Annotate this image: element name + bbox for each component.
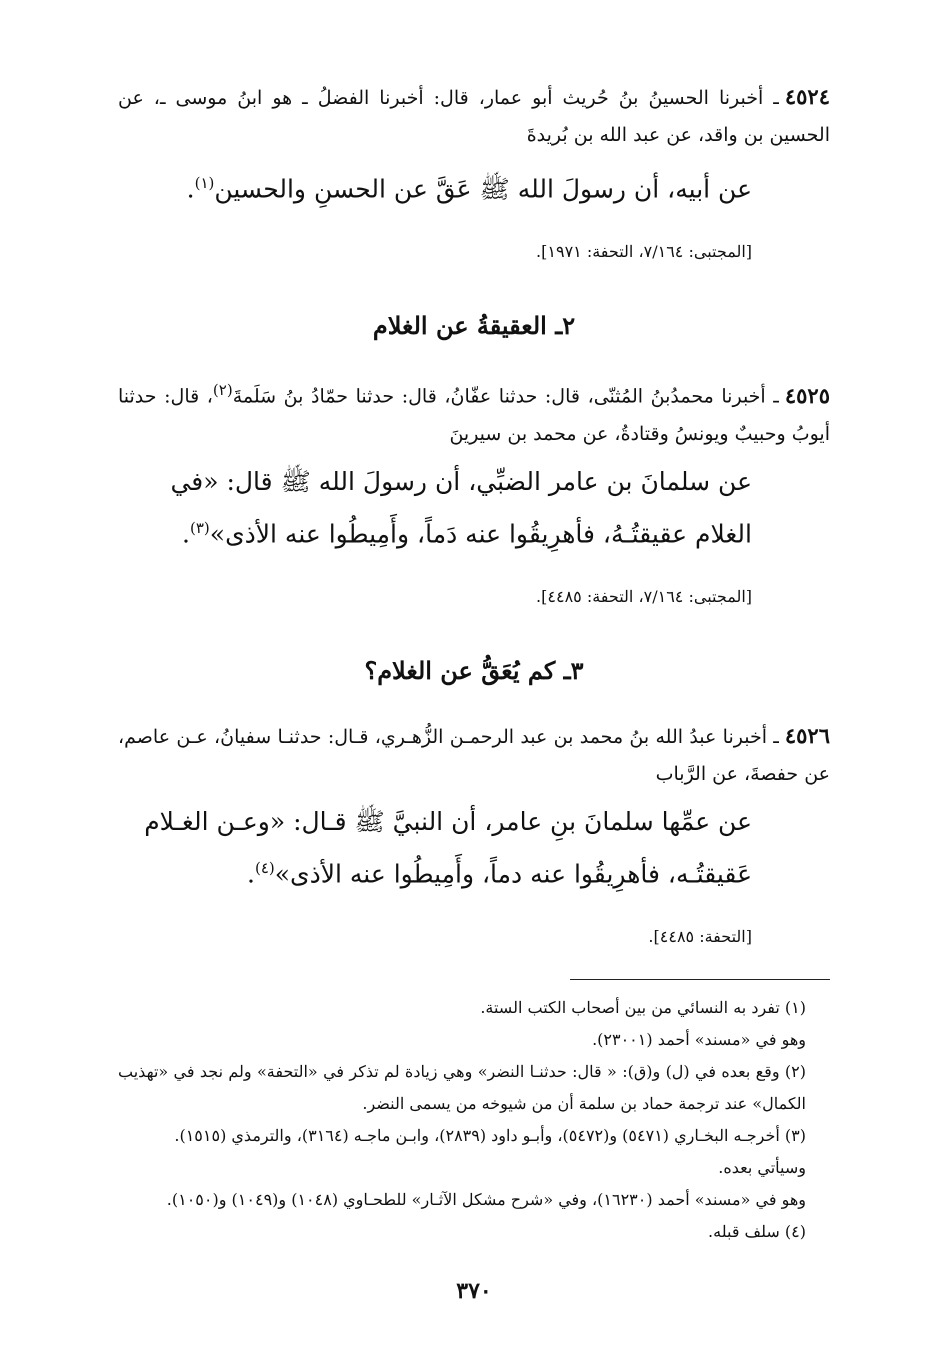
footnote-4: (٤) سلف قبله. <box>708 1222 806 1242</box>
footnote-marker[interactable]: (٣) <box>190 518 210 537</box>
footnote-3-continued: وهو في «مسند» أحمد (١٦٢٣٠)، وفي «شرح مشكل الآثـار» للطحـاوي (١٠٤٨) و(١٠٤٩) و(١٠٥٠). <box>166 1190 806 1210</box>
hadith-number: ٤٥٢٤ <box>784 84 830 109</box>
hadith-4524 <box>118 78 830 264</box>
matn-text: عن سلمانَ بن عامر الضبِّي، أن رسولَ الله ﷺ قال: «في الغلام عقيقتُـهُ، فأهرِيقُوا عنه دَماً، وأَمِيطُوا عنه الأذى» <box>170 466 752 548</box>
footnote-1: (١) تفرد به النسائي من بين أصحاب الكتب الستة. <box>480 998 806 1018</box>
chapter-heading: ٣ـ كم يُعَقُّ عن الغلام؟ <box>364 655 584 685</box>
matn-end: . <box>186 174 195 204</box>
hadith-isnad <box>118 78 830 154</box>
chapter-heading: ٢ـ العقيقةُ عن الغلام <box>372 311 576 341</box>
footnote-1-continued: وهو في «مسند» أحمد (٢٣٠٠١). <box>592 1030 806 1050</box>
isnad-text-continued: ، قال: حدثنا أيوبُ وحبيبٌ ويونسُ وقتادةُ، عن محمد بن سيرينَ <box>118 385 830 445</box>
footnote-separator <box>570 979 830 980</box>
isnad-text: ـ أخبرنا الحسينُ بنُ حُريث أبو عمار، قال: أخبرنا الفضلُ ـ هو ابنُ موسى ـ، عن الحسين بن واقد، عن عبد الله بن بُريدةَ <box>118 87 830 146</box>
isnad-text: ـ أخبرنا عبدُ الله بنُ محمد بن عبد الرحمـن الزُّهـري، قـال: حدثنـا سفيانُ، عـن عاصم، عن حفصةَ، عن الرَّباب <box>118 725 830 785</box>
footnote-marker[interactable]: (١) <box>194 174 215 192</box>
hadith-matn <box>118 160 830 212</box>
hadith-reference: [التحفة: ٤٤٨٥]. <box>648 927 752 947</box>
isnad-text: ـ أخبرنا محمدُبنُ المُثنّى، قال: حدثنا عفّانُ، قال: حدثنا حمّادُ بنُ سَلَمةَ <box>232 385 779 408</box>
matn-end: . <box>247 859 255 889</box>
hadith-matn <box>118 799 830 897</box>
hadith-reference: [المجتبى: ٧/١٦٤، التحفة: ١٩٧١]. <box>536 242 752 262</box>
matn-text: عن عمِّها سلمانَ بنِ عامر، أن النبيَّ ﷺ قـال: «وعـن الغـلام عَقيقتُـه، فأهرِيقُوا عنه دماً، وأَمِيطُوا عنه الأذى» <box>144 806 752 889</box>
hadith-reference: [المجتبى: ٧/١٦٤، التحفة: ٤٤٨٥]. <box>536 586 752 606</box>
hadith-isnad <box>118 717 830 793</box>
hadith-4526 <box>118 717 830 949</box>
matn-end: . <box>182 518 190 548</box>
footnote-3-continued: وسيأتي بعده. <box>718 1158 806 1178</box>
hadith-number: ٤٥٢٥ <box>784 382 830 408</box>
footnote-marker[interactable]: (٢) <box>212 381 233 400</box>
page-number: ٣٧٠ <box>456 1278 492 1304</box>
footnote-2: (٢) وقع بعده في (ل) و(ق): « قال: حدثنـا النضر» وهي زيادة لم تذكر في «التحفة» ولم نجد في «تهذيب الكمال» عند ترجمة حماد بن سلمة أن من شيوخه من يسمى النضر. <box>118 1062 806 1114</box>
hadith-matn <box>118 459 830 557</box>
footnotes <box>118 992 830 1248</box>
footnote-3: (٣) أخرجـه البخـاري (٥٤٧١) و(٥٤٧٢)، وأبـو داود (٢٨٣٩)، وابـن ماجـه (٣١٦٤)، والترمذي (١٥١٥). <box>174 1126 806 1146</box>
hadith-isnad <box>118 372 830 452</box>
hadith-4525 <box>118 372 830 609</box>
hadith-number: ٤٥٢٦ <box>784 722 830 748</box>
matn-text: عن أبيه، أن رسولَ الله ﷺ عَقَّ عن الحسنِ والحسين <box>214 174 752 204</box>
footnote-marker[interactable]: (٤) <box>254 858 275 877</box>
